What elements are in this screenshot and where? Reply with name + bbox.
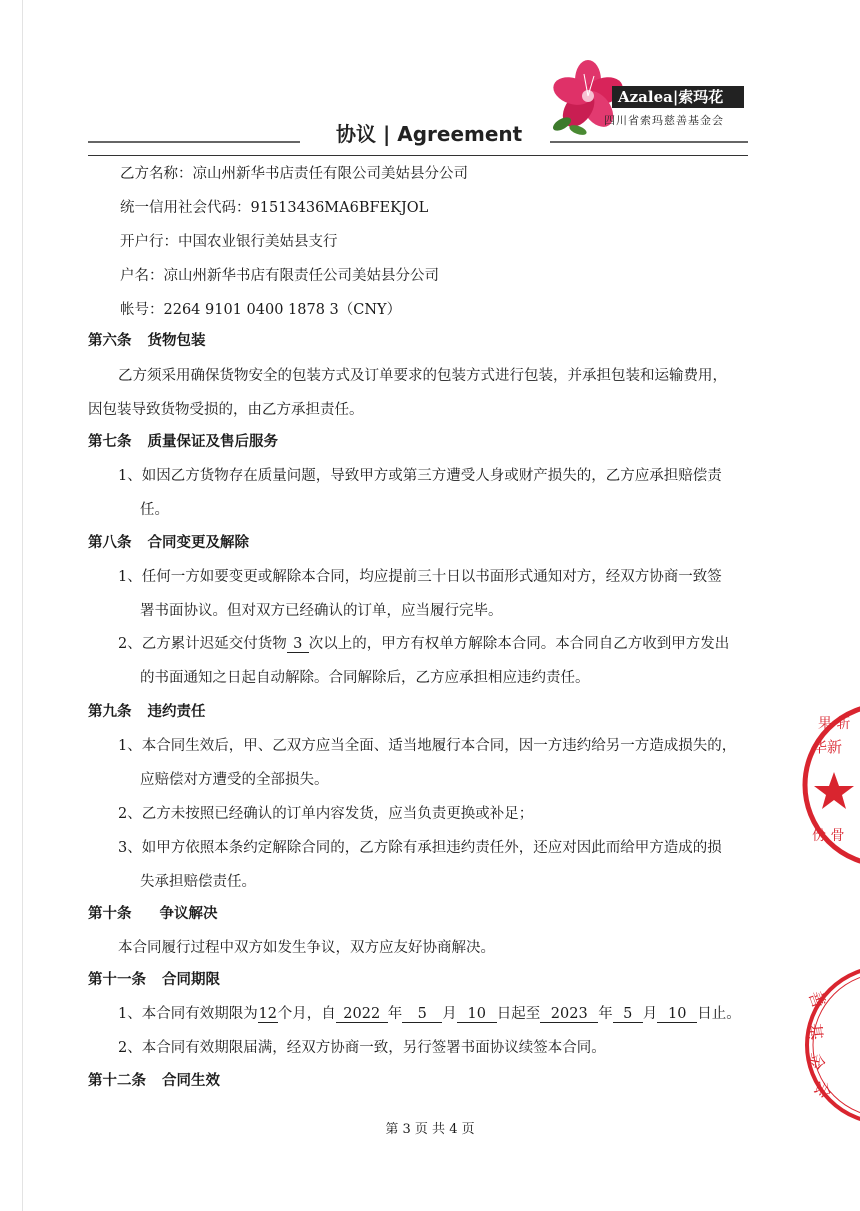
- start-year: 2022: [336, 1006, 388, 1023]
- article-11-heading: [88, 970, 220, 990]
- article-6-paragraph-cont: 因包装导致货物受损的，由乙方承担责任。: [88, 402, 364, 418]
- article-8-item-1: 1、任何一方如要变更或解除本合同，均应提前三十日以书面形式通知对方，经双方协商一致签: [118, 569, 722, 585]
- article-title: 违约责任: [147, 704, 206, 720]
- header-rule-thin: [88, 155, 748, 156]
- article-10-paragraph: 本合同履行过程中双方如发生争议，双方应友好协商解决。: [118, 940, 495, 956]
- term-months: 12: [258, 1006, 277, 1022]
- article-number: 第十二条: [88, 1073, 146, 1089]
- article-9-item-1-cont: 应赔偿对方遭受的全部损失。: [140, 772, 329, 788]
- delay-count: 3: [287, 636, 309, 653]
- end-year: 2023: [540, 1006, 598, 1023]
- article-8-item-1-cont: 署书面协议。但对双方已经确认的订单，应当履行完毕。: [140, 603, 503, 619]
- party-b-bank: 开户行：中国农业银行美姑县支行: [120, 234, 338, 250]
- end-month: 5: [613, 1006, 643, 1023]
- article-9-item-1: 1、本合同生效后，甲、乙双方应当全面、适当地履行本合同，因一方违约给另一方造成损失的，: [118, 738, 737, 754]
- article-number: 第六条: [88, 333, 132, 349]
- article-9-item-3: 3、如甲方依照本条约定解除合同的，乙方除有承担违约责任外，还应对因此而给甲方造成的损: [118, 840, 722, 856]
- article-number: 第八条: [88, 535, 132, 551]
- svg-text:金: 金: [804, 1051, 828, 1072]
- article-7-heading: [88, 432, 278, 452]
- article-title: 质量保证及售后服务: [147, 434, 278, 450]
- start-day: 10: [457, 1006, 497, 1023]
- foundation-seal: [795, 965, 860, 1125]
- svg-text:基: 基: [803, 1022, 825, 1041]
- article-6-paragraph: 乙方须采用确保货物安全的包装方式及订单要求的包装方式进行包装，并承担包装和运输费用，: [118, 368, 727, 384]
- article-8-item-2-cont: 的书面通知之日起自动解除。合同解除后，乙方应承担相应违约责任。: [140, 670, 590, 686]
- article-7-item-1-cont: 任。: [140, 502, 169, 518]
- article-title: 争议解决: [159, 906, 218, 922]
- article-number: 第七条: [88, 434, 132, 450]
- svg-text:会: 会: [809, 1077, 835, 1101]
- article-9-item-3-cont: 失承担赔偿责任。: [140, 874, 256, 890]
- article-title: 合同期限: [162, 972, 220, 988]
- svg-text:果 斩: 果 斩: [818, 716, 851, 732]
- page-edge: [22, 0, 23, 1211]
- party-b-account-name: 户名：凉山州新华书店有限责任公司美姑县分公司: [120, 268, 439, 284]
- company-seal: [800, 700, 860, 870]
- article-12-heading: [88, 1071, 220, 1091]
- article-title: 货物包装: [147, 333, 206, 349]
- article-9-heading: [88, 702, 206, 722]
- page-number: 第 3 页 共 4 页: [385, 1122, 475, 1137]
- foundation-name: 四川省索玛慈善基金会: [604, 114, 724, 127]
- svg-text:善: 善: [803, 988, 829, 1012]
- article-9-item-2: 2、乙方未按照已经确认的订单内容发货，应当负责更换或补足；: [118, 806, 534, 822]
- article-8-heading: [88, 533, 249, 553]
- article-title: 合同变更及解除: [147, 535, 249, 551]
- party-b-account-no: 帐号：2264 9101 0400 1878 3（CNY）: [120, 302, 402, 318]
- svg-text:华新: 华新: [812, 738, 843, 756]
- brand-logo: Azalea|索玛花: [612, 86, 744, 108]
- page-title: 协议 | Agreement: [336, 122, 523, 146]
- article-number: 第十一条: [88, 972, 146, 988]
- article-8-item-2: 2、乙方累计迟延交付货物 3 次以上的，甲方有权单方解除本合同。本合同自乙方收到甲方发出: [118, 636, 730, 652]
- article-11-item-2: 2、本合同有效期限届满，经双方协商一致，另行签署书面协议续签本合同。: [118, 1040, 606, 1056]
- start-month: 5: [402, 1006, 442, 1023]
- article-number: 第十条: [88, 906, 132, 922]
- article-11-item-1: 1、本合同有效期限为12个月，自 2022 年 5 月 10 日起至 2023 年 5 月 10 日止。: [118, 1006, 741, 1022]
- svg-text:份 骨: 份 骨: [812, 828, 845, 844]
- article-title: 合同生效: [162, 1073, 220, 1089]
- article-10-heading: [88, 904, 218, 924]
- article-number: 第九条: [88, 704, 132, 720]
- article-6-heading: [88, 331, 206, 351]
- article-7-item-1: 1、如因乙方货物存在质量问题，导致甲方或第三方遭受人身或财产损失的，乙方应承担赔偿责: [118, 468, 722, 484]
- party-b-name: 乙方名称：凉山州新华书店责任有限公司美姑县分公司: [120, 166, 468, 182]
- end-day: 10: [657, 1006, 697, 1023]
- party-b-credit-code: 统一信用社会代码：91513436MA6BFEKJOL: [120, 200, 429, 216]
